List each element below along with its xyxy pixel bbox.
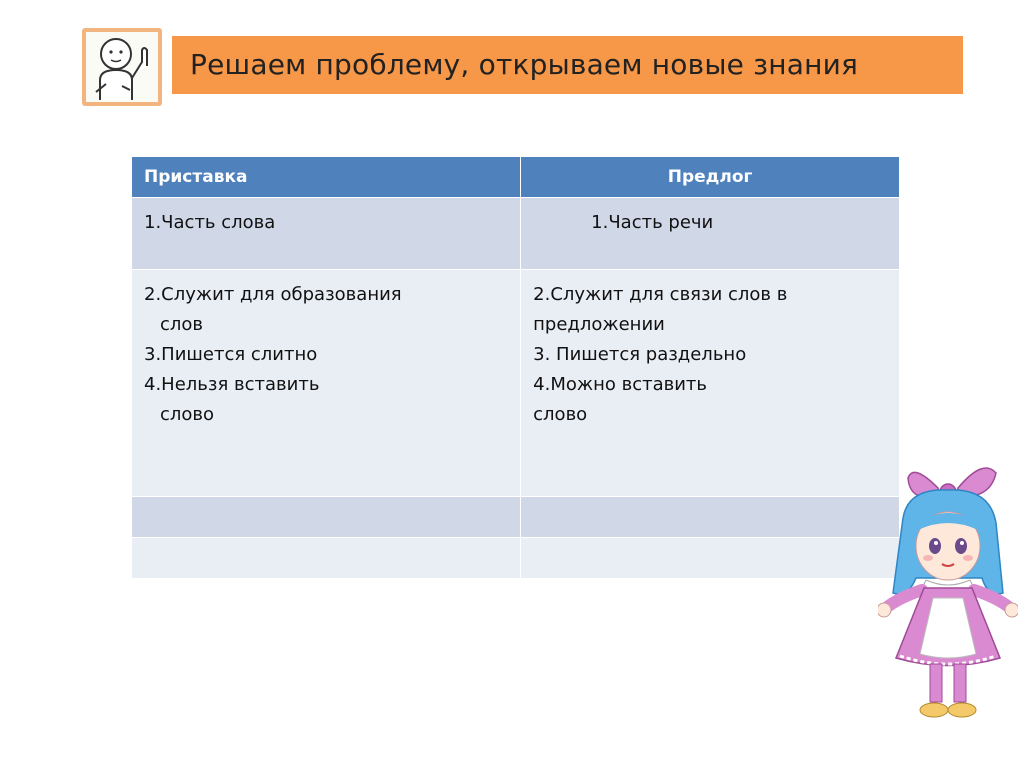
table-cell <box>521 538 900 579</box>
table-row-empty <box>132 497 900 538</box>
table-cell <box>132 538 521 579</box>
cell-line: 4.Можно вставить <box>533 374 708 395</box>
table-cell <box>132 497 521 538</box>
cell-line: 2.Служит для связи слов в <box>533 284 788 305</box>
thinking-boy-icon <box>82 28 162 106</box>
cell-line: слово <box>533 404 588 425</box>
page-title: Решаем проблему, открываем новые знания <box>190 48 859 81</box>
table-row <box>132 198 900 270</box>
table-header-preposition: Предлог <box>521 157 900 198</box>
table-row-empty <box>132 538 900 579</box>
cell-line: слово <box>160 404 215 425</box>
cell-line: 1.Часть речи <box>591 212 714 233</box>
table-row <box>132 270 900 497</box>
cell-line: 1.Часть слова <box>144 212 276 233</box>
table-cell <box>132 270 521 497</box>
cell-line: 4.Нельзя вставить <box>144 374 320 395</box>
table-cell <box>521 198 900 270</box>
table-cell <box>521 270 900 497</box>
title-banner <box>172 36 963 94</box>
comparison-table <box>131 156 900 579</box>
table-header-prefix: Приставка <box>132 157 521 198</box>
cell-line: слов <box>160 314 204 335</box>
table-cell <box>132 198 521 270</box>
doll-girl-illustration <box>878 458 1018 728</box>
cell-line: 3. Пишется раздельно <box>533 344 747 365</box>
cell-line: 3.Пишется слитно <box>144 344 318 365</box>
table-cell <box>521 497 900 538</box>
cell-line: предложении <box>533 314 665 335</box>
cell-line: 2.Служит для образования <box>144 284 402 305</box>
